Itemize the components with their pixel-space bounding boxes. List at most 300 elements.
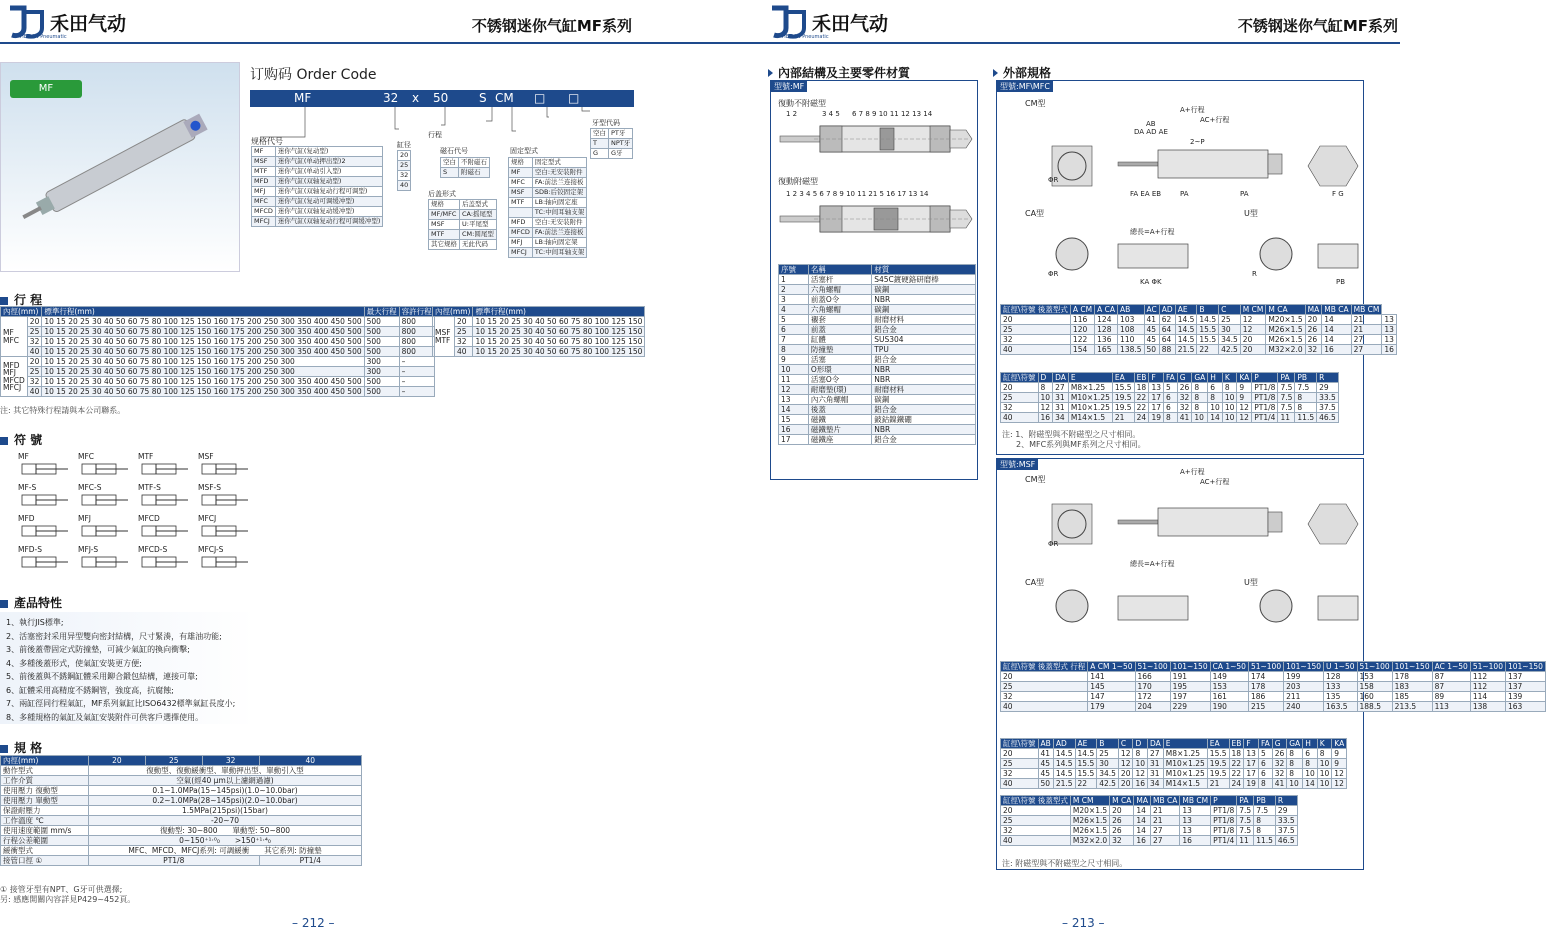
table-cell: 14	[1134, 806, 1151, 816]
cylinder-symbol-icon	[138, 523, 190, 539]
table-header-cell: E	[1068, 373, 1112, 383]
label-magnet: 磁石代号	[440, 147, 468, 155]
table-cell: 116	[1070, 315, 1094, 325]
table-row	[1001, 816, 1298, 826]
ext2-table-2	[1000, 738, 1347, 789]
table-cell: 8	[1295, 393, 1317, 403]
page-212	[0, 0, 700, 936]
symbol-item	[78, 514, 134, 542]
no-magnet-label: 復動不附磁型	[778, 99, 826, 108]
table-header-cell: A CM	[1070, 305, 1094, 315]
table-cell: 15.5	[1207, 749, 1229, 759]
table-header-cell: AB	[1038, 739, 1053, 749]
feature-item: 5、前後蓋與不銹鋼缸體采用鉚合鍛包結構，連接可靠;	[6, 672, 198, 681]
table-cell: 178	[1392, 672, 1432, 682]
table-header-cell: M CA	[1266, 305, 1305, 315]
table-cell: 17	[1244, 769, 1259, 779]
table-cell: 32	[1001, 826, 1071, 836]
code-part: □	[568, 91, 580, 105]
symbol-item	[18, 452, 74, 480]
table-header-cell: 101~150	[1284, 662, 1324, 672]
table-cell: PT1/8	[1252, 393, 1278, 403]
u-type-label: U型	[1244, 209, 1258, 218]
table-cell: 6	[779, 325, 809, 335]
table-cell: 7.5	[1278, 383, 1295, 393]
code-part: □	[534, 91, 546, 105]
table-cell: 10	[1208, 403, 1223, 413]
ext1-note: 2、MFC系列與MF系列之尺寸相同。	[1016, 440, 1146, 449]
table-header-cell: CA 1~50	[1210, 662, 1248, 672]
table-cell: 14.5	[1197, 315, 1219, 325]
table-cell: 16	[1134, 836, 1151, 846]
cylinder-section-drawing	[774, 106, 974, 170]
svg-text:KA ΦK: KA ΦK	[1140, 278, 1162, 286]
table-header-cell: AC 1~50	[1432, 662, 1470, 672]
table-cell: 防撞墊	[808, 345, 871, 355]
table-row	[779, 305, 976, 315]
table-cell: 碳鋼	[872, 305, 976, 315]
table-row	[1001, 779, 1347, 789]
svg-text:AC+行程: AC+行程	[1200, 478, 1230, 486]
table-cell: 29	[1275, 806, 1297, 816]
table-cell: 5	[1258, 749, 1272, 759]
ca-type-label: CA型	[1025, 578, 1045, 587]
table-cell: 25	[1001, 682, 1088, 692]
table-cell: 9	[1237, 383, 1252, 393]
table-cell: 21	[1112, 413, 1134, 423]
label-stroke: 行程	[428, 131, 442, 139]
table-cell: 22	[1075, 779, 1097, 789]
table-cell: 20	[1240, 335, 1266, 345]
table-cell: 10	[1303, 769, 1318, 779]
table-cell: 18	[1229, 749, 1244, 759]
table-header-cell: 51~100	[1135, 662, 1170, 672]
table-cell: 26	[1110, 816, 1134, 826]
symbol-label: MSF-S	[198, 483, 222, 492]
table-cell: 32	[1177, 393, 1192, 403]
table-header-cell: PB	[1295, 373, 1317, 383]
table-cell: 108	[1118, 325, 1144, 335]
cylinder-symbol-icon	[138, 492, 190, 508]
table-header-cell: MB CM	[1351, 305, 1382, 315]
table-cell: 12	[1118, 759, 1133, 769]
table-cell: 172	[1135, 692, 1170, 702]
table-cell: 15.5	[1112, 383, 1134, 393]
table-cell: 160	[1357, 692, 1392, 702]
table-cell: 32	[1272, 769, 1287, 779]
table-cell: 21.5	[1053, 779, 1075, 789]
table-header-cell: G	[1272, 739, 1287, 749]
stroke-table-msf: 內徑(mm) 標準行程(mm) MSF MTF 20 10 15 20 25 30 40 50 60 75 80 100 125 150 25 10 15 20 25 30 40 50 60 75 80 100 125 150 32 10 15 20 25 30 40 50 60 75 80 100 125 150 40 10 15 20 25 30 40 50 60 75 80 100 125 150	[432, 306, 645, 357]
table-cell: 204	[1135, 702, 1170, 712]
symbol-label: MTF	[138, 452, 154, 461]
table-cell: 8	[1222, 383, 1237, 393]
table-cell: 30	[1219, 325, 1241, 335]
ext2-note: 注: 附磁型與不附磁型之尺寸相同。	[1002, 859, 1128, 868]
table-header-cell: MA	[1305, 305, 1322, 315]
spec-note: 另: 感應開關內容詳見P429~452頁。	[0, 895, 136, 904]
table-cell: 8	[1133, 749, 1148, 759]
table-header-cell: EB	[1134, 373, 1149, 383]
table-cell: 138	[1470, 702, 1505, 712]
table-cell: 10	[1133, 759, 1148, 769]
table-cell: 10	[1317, 779, 1332, 789]
table-row	[1001, 325, 1397, 335]
table-cell: 19	[1244, 779, 1259, 789]
table-header-cell: AE	[1075, 739, 1097, 749]
table-cell: M32×2.0	[1266, 345, 1305, 355]
table-header-cell: AD	[1053, 739, 1075, 749]
table-cell: 25	[1001, 325, 1071, 335]
table-cell: 8	[1038, 383, 1053, 393]
table-cell: 25	[1001, 393, 1039, 403]
table-header-cell: EA	[1207, 739, 1229, 749]
svg-text:ΦR: ΦR	[1048, 540, 1059, 548]
table-cell: 186	[1248, 692, 1283, 702]
ext2-table-3	[1000, 795, 1298, 846]
table-cell: 13	[1149, 383, 1164, 393]
table-cell: 40	[1001, 779, 1039, 789]
svg-text:2~P: 2~P	[1190, 138, 1205, 146]
cylinder-symbol-icon	[78, 461, 130, 477]
cm-type-label: CM型	[1025, 475, 1046, 484]
section-spec: 規 格	[0, 739, 42, 756]
symbol-item	[138, 452, 194, 480]
table-cell: 45	[1038, 769, 1053, 779]
svg-text:總長=A+行程: 總長=A+行程	[1130, 560, 1175, 568]
table-row	[1001, 403, 1339, 413]
symbol-label: MFD	[18, 514, 35, 523]
table-cell: 9	[1332, 749, 1347, 759]
feature-item: 7、兩缸徑同行程氣缸，MF系列氣缸比ISO6432標準氣缸長度小;	[6, 699, 236, 708]
svg-text:F G: F G	[1332, 190, 1344, 198]
svg-text:ΦR: ΦR	[1048, 176, 1059, 184]
cylinder-symbol-icon	[138, 461, 190, 477]
table-cell: 42.5	[1097, 779, 1119, 789]
table-cell: 32	[1272, 759, 1287, 769]
table-cell: 45	[1144, 325, 1159, 335]
table-cell: 25	[1097, 749, 1119, 759]
table-cell: 27	[1151, 826, 1180, 836]
table-cell: 12	[1038, 403, 1053, 413]
table-cell: 37.5	[1275, 826, 1297, 836]
table-cell: 15	[779, 415, 809, 425]
table-cell: M26×1.5	[1070, 816, 1109, 826]
table-cell: 鋁合金	[872, 355, 976, 365]
table-cell: 15.5	[1075, 759, 1097, 769]
table-row	[1001, 806, 1298, 816]
table-cell: 213.5	[1392, 702, 1432, 712]
table-cell: M14×1.5	[1163, 779, 1207, 789]
table-header-cell: F	[1149, 373, 1164, 383]
table-cell: 34	[1053, 413, 1069, 423]
table-cell: 15.5	[1075, 769, 1097, 779]
table-cell: 21	[1351, 315, 1382, 325]
table-cell: 14.5	[1175, 325, 1197, 335]
table-cell: 45	[1038, 759, 1053, 769]
table-row	[779, 275, 976, 285]
model-code-table: MF 迷你气缸(复动型) MSF 迷你气缸(单动押出型)2 MTF 迷你气缸(单动引入型) MFD 迷你气缸(双轴复动型) MFJ 迷你气缸(双轴复动行程可调型) MFC 迷你气缸(复动可调缓冲型) MFCD 迷你气缸(双轴复动缓冲型) MFCJ 迷你气缸(双轴复动行程可调缓冲型)	[251, 146, 383, 227]
table-header-cell: DA	[1148, 739, 1164, 749]
table-cell: M10×1.25	[1163, 759, 1207, 769]
table-cell: PT1/8	[1211, 816, 1237, 826]
table-cell: 211	[1284, 692, 1324, 702]
table-cell: 195	[1170, 682, 1210, 692]
table-cell: 六角螺帽	[808, 305, 871, 315]
symbol-item	[78, 483, 134, 511]
symbol-label: MFD-S	[18, 545, 43, 554]
svg-text:1 2 3 4 5 6 7 8 9 10 11 21 5 1: 1 2 3 4 5 6 7 8 9 10 11 21 5 16 17 13 14	[786, 190, 929, 198]
table-cell: 8	[1303, 759, 1318, 769]
table-cell: 166	[1135, 672, 1170, 682]
label-thread: 牙型代码	[592, 119, 620, 127]
table-header-cell: 101~150	[1170, 662, 1210, 672]
order-code-bar	[250, 90, 634, 107]
table-cell: 17	[779, 435, 809, 445]
u-type-label: U型	[1244, 578, 1258, 587]
table-cell: 20	[1001, 383, 1039, 393]
stroke-note: 注: 其它特殊行程請與本公司聯系。	[0, 406, 126, 415]
table-row	[779, 335, 976, 345]
table-header-cell: 缸徑\符號	[1001, 739, 1039, 749]
table-cell: 31	[1148, 759, 1164, 769]
cm-type-label: CM型	[1025, 99, 1046, 108]
svg-text:AC+行程: AC+行程	[1200, 116, 1230, 124]
table-cell: 12	[1240, 315, 1266, 325]
table-cell: 10	[779, 365, 809, 375]
cylinder-symbol-icon	[138, 554, 190, 570]
table-cell: 鈹鈷鎳鐵硼	[872, 415, 976, 425]
table-cell: PT1/4	[1211, 836, 1237, 846]
table-cell: 25	[1219, 315, 1241, 325]
table-cell: 40	[1001, 702, 1088, 712]
table-cell: 13	[1382, 325, 1397, 335]
table-header-cell: K	[1222, 373, 1237, 383]
table-cell: 2	[779, 285, 809, 295]
table-cell: 7.5	[1295, 383, 1317, 393]
svg-text:PB: PB	[1336, 278, 1346, 286]
table-cell: 50	[1144, 345, 1159, 355]
cylinder-symbol-icon	[18, 492, 70, 508]
table-cell: 178	[1248, 682, 1283, 692]
table-cell: 41	[1038, 749, 1053, 759]
table-header-cell: PB	[1254, 796, 1276, 806]
table-header-cell: B	[1197, 305, 1219, 315]
table-cell: 26	[1305, 325, 1322, 335]
table-cell: 21	[1351, 325, 1382, 335]
brand-subtitle: HETIAN Pneumatic	[782, 34, 829, 40]
parts-table: 序號 名稱 材質 1 活塞杆 S45C鍍硬鉻研磨棒 2 六角螺帽 碳鋼 3 前蓋O令 NBR 4 六角螺帽 碳鋼 5 襯套 耐磨材料 6 前蓋 鋁合金 7 缸體 SUS304 8 防撞墊 TPU 9 活塞 鋁合金 10 O形環 NBR 11 活塞O令 NBR 12 耐磨墊(環) 耐磨材料 13 內六角螺帽 碳鋼 14 後蓋 鋁合金 15 磁鐵 鈹鈷鎳鐵硼 16 磁鐵墊片 NBR 17 磁鐵座 鋁合金	[778, 264, 976, 445]
table-row	[779, 415, 976, 425]
table-cell: 7.5	[1254, 806, 1276, 816]
feature-item: 6、缸體采用高精度不銹鋼管，強度高，抗腐蝕;	[6, 685, 174, 695]
table-cell: 174	[1248, 672, 1283, 682]
table-cell: 22	[1197, 345, 1219, 355]
table-header-cell: 缸徑\符號 後蓋型式	[1001, 305, 1071, 315]
table-cell: 7.5	[1237, 806, 1254, 816]
table-cell: 27	[1053, 383, 1069, 393]
table-cell: 17	[1149, 403, 1164, 413]
table-cell: 46.5	[1317, 413, 1339, 423]
table-header-cell: A CM 1~50	[1088, 662, 1135, 672]
table-row	[1001, 413, 1339, 423]
symbol-label: MFCJ	[198, 514, 217, 523]
table-cell: 20	[1001, 806, 1071, 816]
table-cell: 31	[1053, 403, 1069, 413]
table-cell: 14	[1134, 816, 1151, 826]
table-cell: 22	[1134, 403, 1149, 413]
table-cell: 磁鐵	[808, 415, 871, 425]
table-cell: 19.5	[1207, 759, 1229, 769]
table-cell: PT1/4	[1252, 413, 1278, 423]
table-cell: 33.5	[1275, 816, 1297, 826]
table-cell: M8×1.25	[1068, 383, 1112, 393]
table-cell: 4	[779, 305, 809, 315]
table-cell: 24	[1229, 779, 1244, 789]
symbol-label: MTF-S	[138, 483, 161, 492]
section-symbol: 符 號	[0, 431, 42, 448]
table-cell: PT1/8	[1211, 826, 1237, 836]
table-cell: NBR	[872, 295, 976, 305]
table-row	[779, 395, 976, 405]
table-cell: 8	[1287, 749, 1303, 759]
table-row	[779, 285, 976, 295]
table-cell: 154	[1070, 345, 1094, 355]
cylinder-symbol-icon	[198, 492, 250, 508]
table-cell: 11.5	[1254, 836, 1276, 846]
table-cell: 32	[1177, 403, 1192, 413]
table-cell: 1	[779, 275, 809, 285]
table-cell: NBR	[872, 365, 976, 375]
table-cell: 10	[1192, 413, 1208, 423]
table-cell: 鋁合金	[872, 405, 976, 415]
magnet-table: 空白 不附磁石 S 附磁石	[440, 157, 490, 178]
table-row	[779, 345, 976, 355]
table-row	[1001, 682, 1546, 692]
series-title: 不锈钢迷你气缸MF系列	[471, 17, 632, 35]
table-row	[1001, 335, 1397, 345]
external-dimension-drawing	[1000, 104, 1360, 300]
table-header-cell: B	[1097, 739, 1119, 749]
table-cell: 14	[1134, 826, 1151, 836]
table-row	[779, 385, 976, 395]
table-cell: 27	[1151, 836, 1180, 846]
table-cell: 113	[1432, 702, 1470, 712]
table-cell: 45	[1144, 335, 1159, 345]
table-header-cell: PA	[1278, 373, 1295, 383]
code-part: S	[479, 91, 487, 105]
svg-text:6 7 8 9 10 11 12 13 14: 6 7 8 9 10 11 12 13 14	[852, 110, 933, 118]
table-cell: 碳鋼	[872, 395, 976, 405]
table-cell: 13	[1180, 826, 1211, 836]
table-cell: 41	[1272, 779, 1287, 789]
table-cell: 163.5	[1324, 702, 1357, 712]
thread-table: 空白 PT牙 T NPT牙 G G牙	[590, 128, 633, 159]
table-cell: 8	[779, 345, 809, 355]
table-header-cell: EA	[1112, 373, 1134, 383]
table-cell: 32	[1001, 769, 1039, 779]
table-cell: M10×1.25	[1068, 403, 1112, 413]
table-cell: 6	[1258, 769, 1272, 779]
symbol-item	[18, 545, 74, 573]
table-cell: 20	[1001, 315, 1071, 325]
table-cell: 64	[1159, 335, 1175, 345]
table-cell: 7.5	[1237, 816, 1254, 826]
table-header-cell: DA	[1053, 373, 1069, 383]
table-cell: M10×1.25	[1163, 769, 1207, 779]
table-cell: 7.5	[1237, 826, 1254, 836]
table-cell: 33.5	[1317, 393, 1339, 403]
table-cell: 14.5	[1175, 315, 1197, 325]
table-cell: 22	[1229, 769, 1244, 779]
svg-text:PA: PA	[1240, 190, 1249, 198]
symbol-item	[198, 452, 254, 480]
table-cell: M32×2.0	[1070, 836, 1109, 846]
table-row	[779, 315, 976, 325]
table-header-cell: AE	[1175, 305, 1197, 315]
table-row	[1001, 836, 1298, 846]
table-cell: 磁鐵座	[808, 435, 871, 445]
bore-table: 20 25 32 40	[397, 150, 411, 191]
table-cell: M20×1.5	[1266, 315, 1305, 325]
stroke-table: 內徑(mm) 標準行程(mm) 最大行程 容許行程 MF MFC 20 10 15 20 25 30 40 50 60 75 80 100 125 150 160 175 200 250 300 350 400 450 500 500 800 25 10 15 20 25 30 40 50 60 75 80 100 125 150 160 175 200 250 300 350 400 450 500 500 800 32 10 15 20 25 30 40 50 60 75 80 100 125 150 160 175 200 250 300 350 400 450 500 500 800 40 10 15 20 25 30 40 50 60 75 80 100 125 150 160 175 200 250 300 350 400 450 500 500 800 MFD MFJ MFCD MFCJ 20 10 15 20 25 30 40 50 60 75 80 100 125 150 160 175 200 250 300 300 – 25 10 15 20 25 30 40 50 60 75 80 100 125 150 160 175 200 250 300 300 – 32 10 15 20 25 30 40 50 60 75 80 100 125 150 160 175 200 250 300 350 400 450 500 500 – 40 10 15 20 25 30 40 50 60 75 80 100 125 150 160 175 200 250 300 350 400 450 500 500 –	[0, 306, 435, 397]
table-cell: 41	[1144, 315, 1159, 325]
table-row	[1001, 672, 1546, 682]
table-cell: 前蓋O令	[808, 295, 871, 305]
cylinder-symbol-icon	[198, 523, 250, 539]
table-cell: 耐磨材料	[872, 315, 976, 325]
page-number-left: – 212 –	[292, 916, 335, 930]
svg-text:ΦR: ΦR	[1048, 270, 1059, 278]
table-cell: 8	[1208, 393, 1223, 403]
symbol-item	[138, 483, 194, 511]
table-cell: 12	[779, 385, 809, 395]
cylinder-symbol-icon	[18, 554, 70, 570]
table-cell: 耐磨墊(環)	[808, 385, 871, 395]
brand-subtitle: HETIAN Pneumatic	[20, 34, 67, 40]
table-cell: 9	[1237, 393, 1252, 403]
table-cell: 10	[1317, 759, 1332, 769]
table-cell: 前蓋	[808, 325, 871, 335]
table-cell: 14	[1322, 325, 1351, 335]
svg-text:3 4 5: 3 4 5	[822, 110, 840, 118]
table-cell: 25	[1001, 759, 1039, 769]
table-header-cell: C	[1219, 305, 1241, 315]
table-row	[779, 405, 976, 415]
table-cell: M8×1.25	[1163, 749, 1207, 759]
table-cell: 34.5	[1219, 335, 1241, 345]
table-header-cell: MB CA	[1151, 796, 1180, 806]
symbol-item	[78, 452, 134, 480]
table-cell: 112	[1470, 682, 1505, 692]
svg-text:DA AD AE: DA AD AE	[1134, 128, 1168, 136]
ext2-model-label: 型號:MSF	[997, 459, 1038, 470]
table-header-cell: 51~100	[1357, 662, 1392, 672]
table-cell: 7.5	[1278, 403, 1295, 413]
table-cell: 鋁合金	[872, 435, 976, 445]
table-cell: 9	[779, 355, 809, 365]
table-cell: 138.5	[1118, 345, 1144, 355]
table-header-cell: 101~150	[1505, 662, 1545, 672]
table-cell: O形環	[808, 365, 871, 375]
table-cell: 137	[1505, 672, 1545, 682]
table-cell: 6	[1164, 403, 1178, 413]
table-cell: 後蓋	[808, 405, 871, 415]
symbol-label: MFC	[78, 452, 95, 461]
svg-text:FA EA EB: FA EA EB	[1130, 190, 1162, 198]
table-row	[1001, 702, 1546, 712]
table-header-cell: AD	[1159, 305, 1175, 315]
